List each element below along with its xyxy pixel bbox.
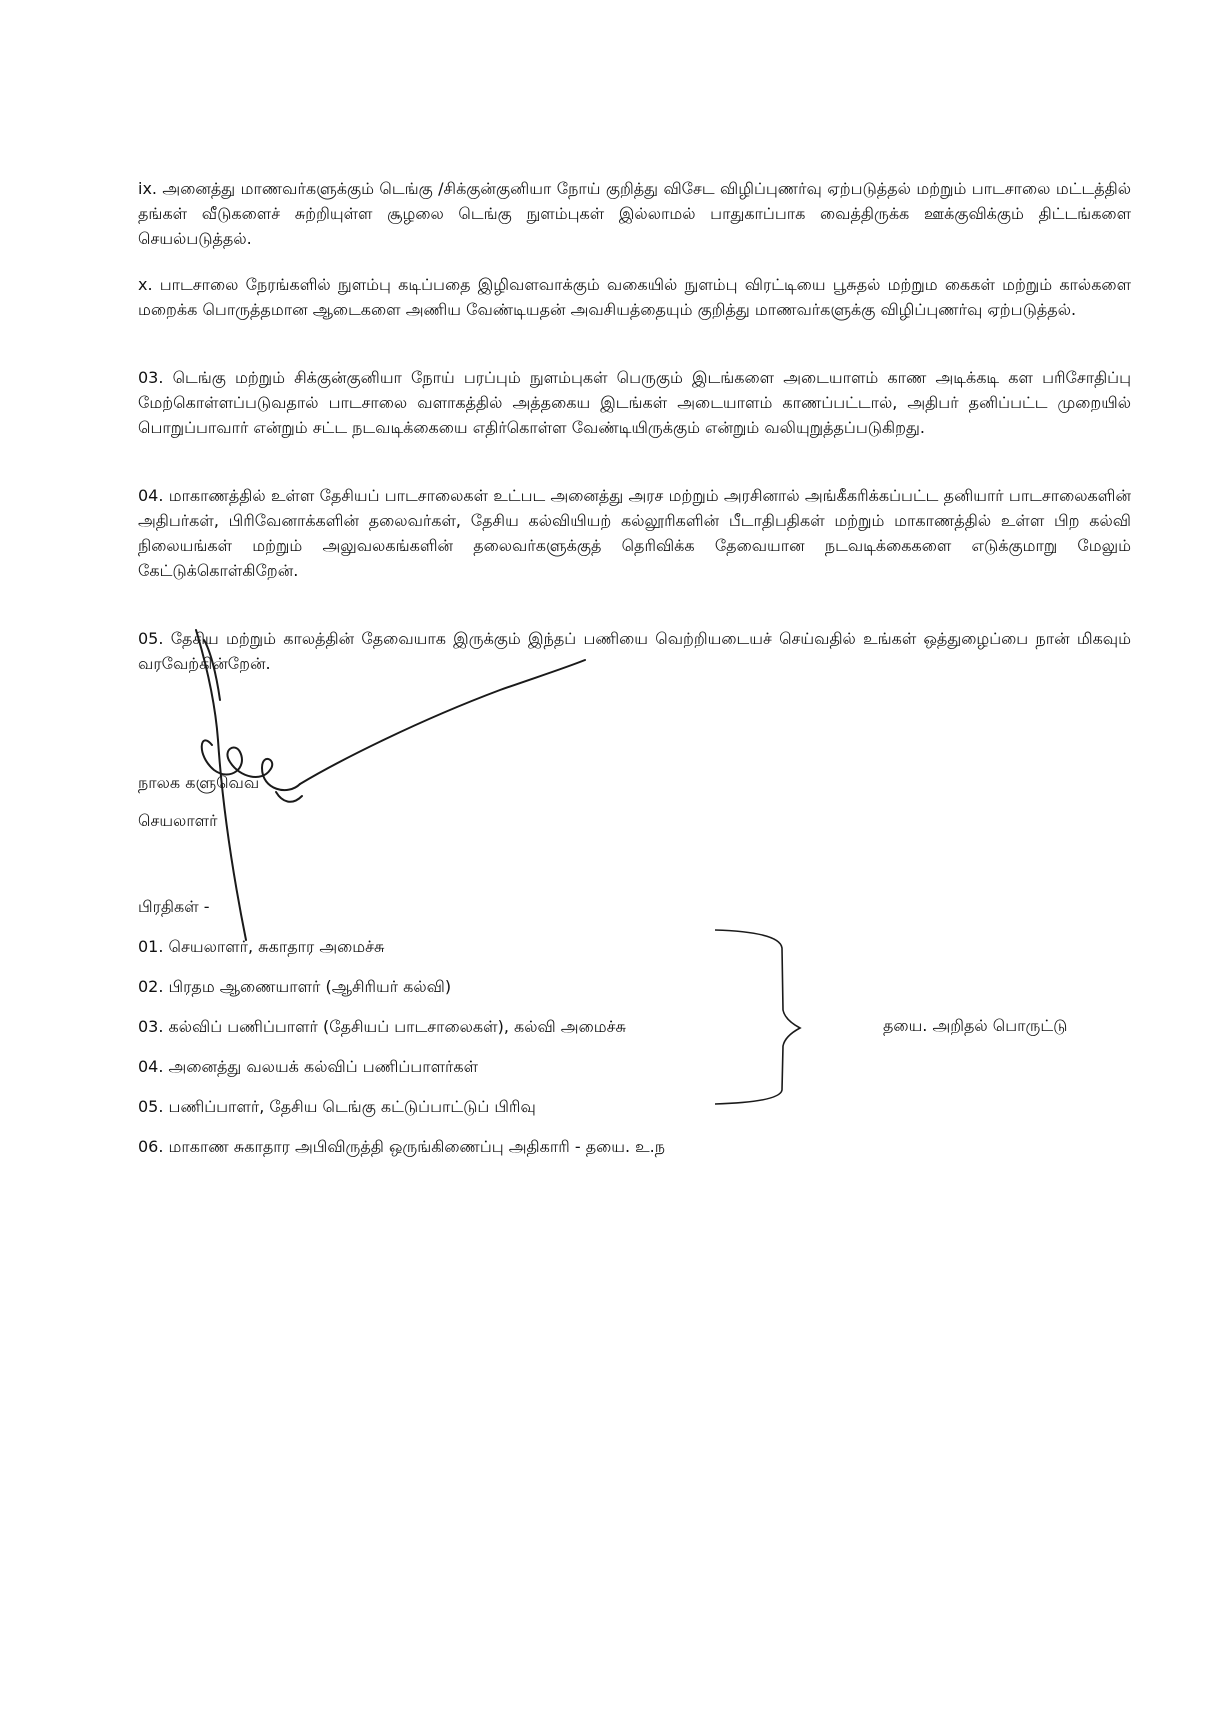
copy-item-5: 05. பணிப்பாளர், தேசிய டெங்கு கட்டுப்பாட்டுப் பிரிவு	[138, 1097, 536, 1116]
copy-item-6: 06. மாகாண சுகாதார அபிவிருத்தி ஒருங்கிணைப்பு அதிகாரி - தயை. உ.ந	[138, 1137, 666, 1156]
signatory-name: நாலக களுவெவ	[138, 773, 260, 792]
paragraph-03: 03. டெங்கு மற்றும் சிக்குன்குனியா நோய் பரப்பும் நுளம்புகள் பெருகும் இடங்களை அடையாளம் காண அடிக்கடி கள பரிசோதிப்பு மேற்கொள்ளப்படுவதால் பாடசாலை வளாகத்தில் அத்தகைய இடங்கள் அடையாளம் காணப்பட்டால், அதிபர் தனிப்பட்ட முறையில் பொறுப்பாவார் என்றும் சட்ட நடவடிக்கையை எதிர்கொள்ள வேண்டியிருக்கும் என்றும் வலியுறுத்தப்படுகிறது.	[138, 368, 1132, 437]
copy-item-2: 02. பிரதம ஆணையாளர் (ஆசிரியர் கல்வி)	[138, 977, 452, 996]
copies-heading: பிரதிகள் -	[138, 897, 210, 916]
paragraph-ix: ix. அனைத்து மாணவர்களுக்கும் டெங்கு /சிக்குன்குனியா நோய் குறித்து விசேட விழிப்புணர்வு ஏற்படுத்தல் மற்றும் பாடசாலை மட்டத்தில் தங்கள் வீடுகளைச் சுற்றியுள்ள சூழலை டெங்கு நுளம்புகள் இல்லாமல் பாதுகாப்பாக வைத்திருக்க ஊக்குவிக்கும் திட்டங்களை செயல்படுத்தல்.	[138, 179, 1131, 248]
paragraph-04: 04. மாகாணத்தில் உள்ள தேசியப் பாடசாலைகள் உட்பட அனைத்து அரச மற்றும் அரசினால் அங்கீகரிக்கப்பட்ட தனியார் பாடசாலைகளின் அதிபர்கள், பிரிவேனாக்களின் தலைவர்கள், தேசிய கல்வியியற் கல்லூரிகளின் பீடாதிபதிகள் மற்றும் மாகாணத்தில் உள்ள பிற கல்வி நிலையங்கள் மற்றும் அலுவலகங்களின் தலைவர்களுக்குத் தெரிவிக்க தேவையான நடவடிக்கைகளை எடுக்குமாறு மேலும் கேட்டுக்கொள்கிறேன்.	[138, 486, 1131, 580]
paragraph-x: x. பாடசாலை நேரங்களில் நுளம்பு கடிப்பதை இழிவளவாக்கும் வகையில் நுளம்பு விரட்டியை பூசுதல் மற்றும கைகள் மற்றும் கால்களை மறைக்க பொருத்தமான ஆடைகளை அணிய வேண்டியதன் அவசியத்தையும் குறித்து மாணவர்களுக்கு விழிப்புணர்வு ஏற்படுத்தல்.	[138, 275, 1132, 319]
brace-note: தயை. அறிதல் பொருட்டு	[883, 1016, 1068, 1035]
copy-item-1: 01. செயலாளர், சுகாதார அமைச்சு	[138, 937, 385, 956]
paragraph-05: 05. தேசிய மற்றும் காலத்தின் தேவையாக இருக்கும் இந்தப் பணியை வெற்றியடையச் செய்வதில் உங்கள் ஒத்துழைப்பை நான் மிகவும் வரவேற்கின்றேன்.	[138, 629, 1131, 673]
copy-item-4: 04. அனைத்து வலயக் கல்விப் பணிப்பாளர்கள்	[138, 1057, 479, 1076]
copy-item-3: 03. கல்விப் பணிப்பாளர் (தேசியப் பாடசாலைகள்), கல்வி அமைச்சு	[138, 1017, 626, 1036]
signatory-title: செயலாளர்	[138, 811, 218, 830]
